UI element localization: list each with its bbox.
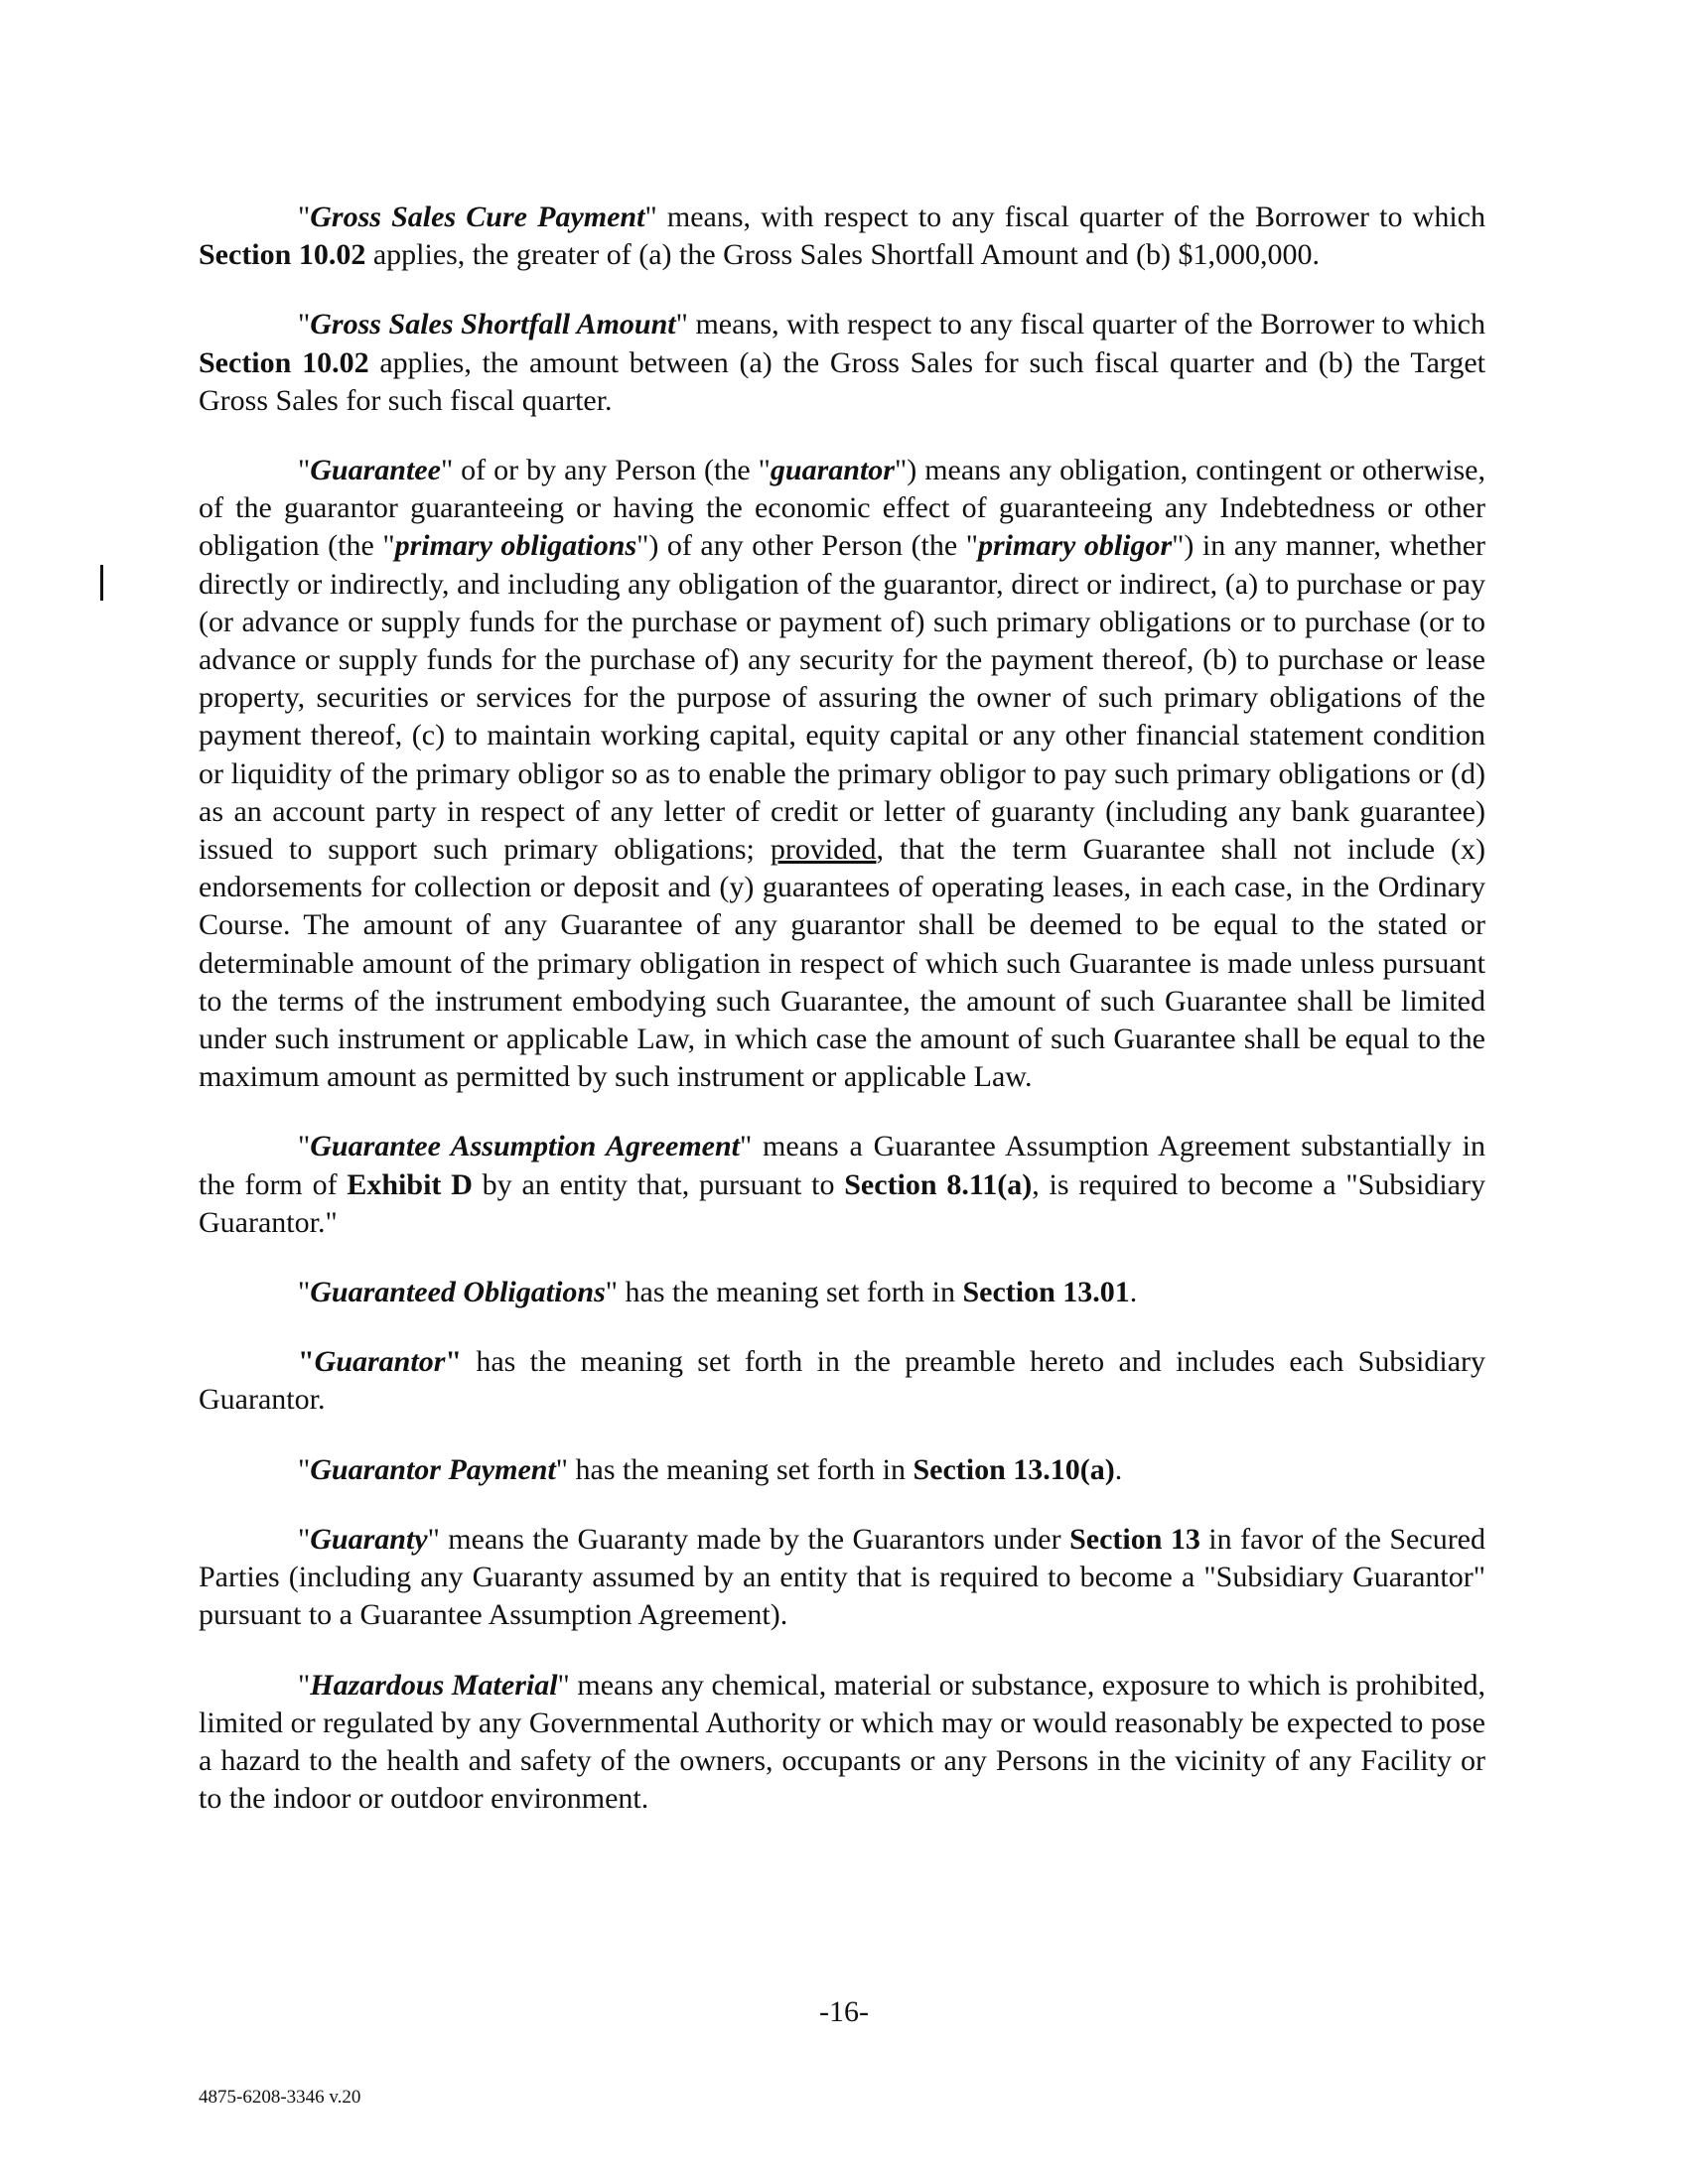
- defined-term: Guaranty: [310, 1522, 428, 1556]
- section-reference: Section 10.02: [199, 345, 369, 379]
- defined-term: Gross Sales Cure Payment: [310, 201, 645, 233]
- definition-guaranty: "Guaranty" means the Guaranty made by the Guarantors under Section 13 in favor of the Secured Parties (including any Guaranty assumed by an entity that is required to become a "Subsidiary Guarantor" pursuant to a Guarantee Assumption Agreement).: [199, 1522, 1485, 1632]
- section-reference: Section 8.11(a): [844, 1167, 1033, 1201]
- section-reference: Section 10.02: [199, 238, 366, 272]
- exhibit-reference: Exhibit D: [347, 1167, 473, 1201]
- definition-guarantee: "Guarantee" of or by any Person (the "guarantor") means any obligation, contingent or otherwise, of the guarantor guaranteeing or having the economic effect of guaranteeing any Indebtedness or other obligation (the "primary obligations") of any other Person (the "primary obligor") in any manner, whether directly or indirectly, and including any obligation of the guarantor, direct or indirect, (a) to purchase or pay (or advance or supply funds for the purchase or payment of) such primary obligations or to purchase (or to advance or supply funds for the purchase of) any security for the payment thereof, (b) to purchase or lease property, securities or services for the purpose of assuring the owner of such primary obligations of the payment thereof, (c) to maintain working capital, equity capital or any other financial statement condition or liquidity of the primary obligor so as to enable the primary obligor to pay such primary obligations or (d) as an account party in respect of any letter of credit or letter of guaranty (including any bank guarantee) issued to support such primary obligations; provided, that the term Guarantee shall not include (x) endorsements for collection or deposit and (y) guarantees of operating leases, in each case, in the Ordinary Course. The amount of any Guarantee of any guarantor shall be deemed to be equal to the stated or determinable amount of the primary obligation in respect of which such Guarantee is made unless pursuant to the terms of the instrument embodying such Guarantee, the amount of such Guarantee shall be limited under such instrument or applicable Law, in which case the amount of such Guarantee shall be equal to the maximum amount as permitted by such instrument or applicable Law.: [199, 454, 1485, 1094]
- section-reference: Section 13.10(a): [913, 1452, 1115, 1486]
- defined-term: Gross Sales Shortfall Amount: [310, 308, 676, 341]
- defined-term: Guaranteed Obligations: [310, 1276, 606, 1309]
- definition-gross-sales-cure-payment: "Gross Sales Cure Payment" means, with respect to any fiscal quarter of the Borrower to which Section 10.02 applies, the greater of (a) the Gross Sales Shortfall Amount and (b) $1,000,000.: [199, 201, 1485, 272]
- definition-guarantee-assumption-agreement: "Guarantee Assumption Agreement" means a Guarantee Assumption Agreement substantially in the form of Exhibit D by an entity that, pursuant to Section 8.11(a), is required to become a "Subsidiary Guarantor.": [199, 1130, 1485, 1239]
- defined-term: primary obligor: [977, 529, 1173, 563]
- definitions-body: [199, 199, 1485, 1849]
- defined-term: Guarantee Assumption Agreement: [310, 1130, 741, 1163]
- definition-guaranteed-obligations: "Guaranteed Obligations" has the meaning set forth in Section 13.01.: [298, 1276, 1138, 1309]
- section-reference: Section 13: [1069, 1522, 1200, 1556]
- page-number: -16-: [819, 1995, 869, 2028]
- definition-guarantor-payment: "Guarantor Payment" has the meaning set forth in Section 13.10(a).: [298, 1452, 1123, 1486]
- section-reference: Section 13.01: [962, 1276, 1130, 1309]
- document-id: 4875-6208-3346 v.20: [199, 2087, 361, 2108]
- defined-term: guarantor: [770, 454, 895, 487]
- definition-hazardous-material: "Hazardous Material" means any chemical, material or substance, exposure to which is prohibited, limited or regulated by any Governmental Authority or which may or would reasonably be expected to pose a hazard to the health and safety of the owners, occupants or any Persons in the vicinity of any Facility or to the indoor or outdoor environment.: [199, 1668, 1485, 1816]
- definition-guarantor: "Guarantor" has the meaning set forth in the preamble hereto and includes each Subsidiary Guarantor.: [199, 1345, 1485, 1417]
- defined-term: Guarantor Payment: [310, 1452, 556, 1486]
- revision-change-bar: [100, 565, 103, 601]
- defined-term: Hazardous Material: [310, 1668, 558, 1702]
- defined-term: primary obligations: [394, 529, 637, 563]
- definition-gross-sales-shortfall-amount: "Gross Sales Shortfall Amount" means, with respect to any fiscal quarter of the Borrower to which Section 10.02 applies, the amount between (a) the Gross Sales for such fiscal quarter and (b) the Target Gross Sales for such fiscal quarter.: [199, 308, 1486, 417]
- defined-term: Guarantee: [310, 454, 441, 487]
- proviso-word: provided: [770, 833, 877, 867]
- defined-term: Guarantor: [314, 1345, 446, 1379]
